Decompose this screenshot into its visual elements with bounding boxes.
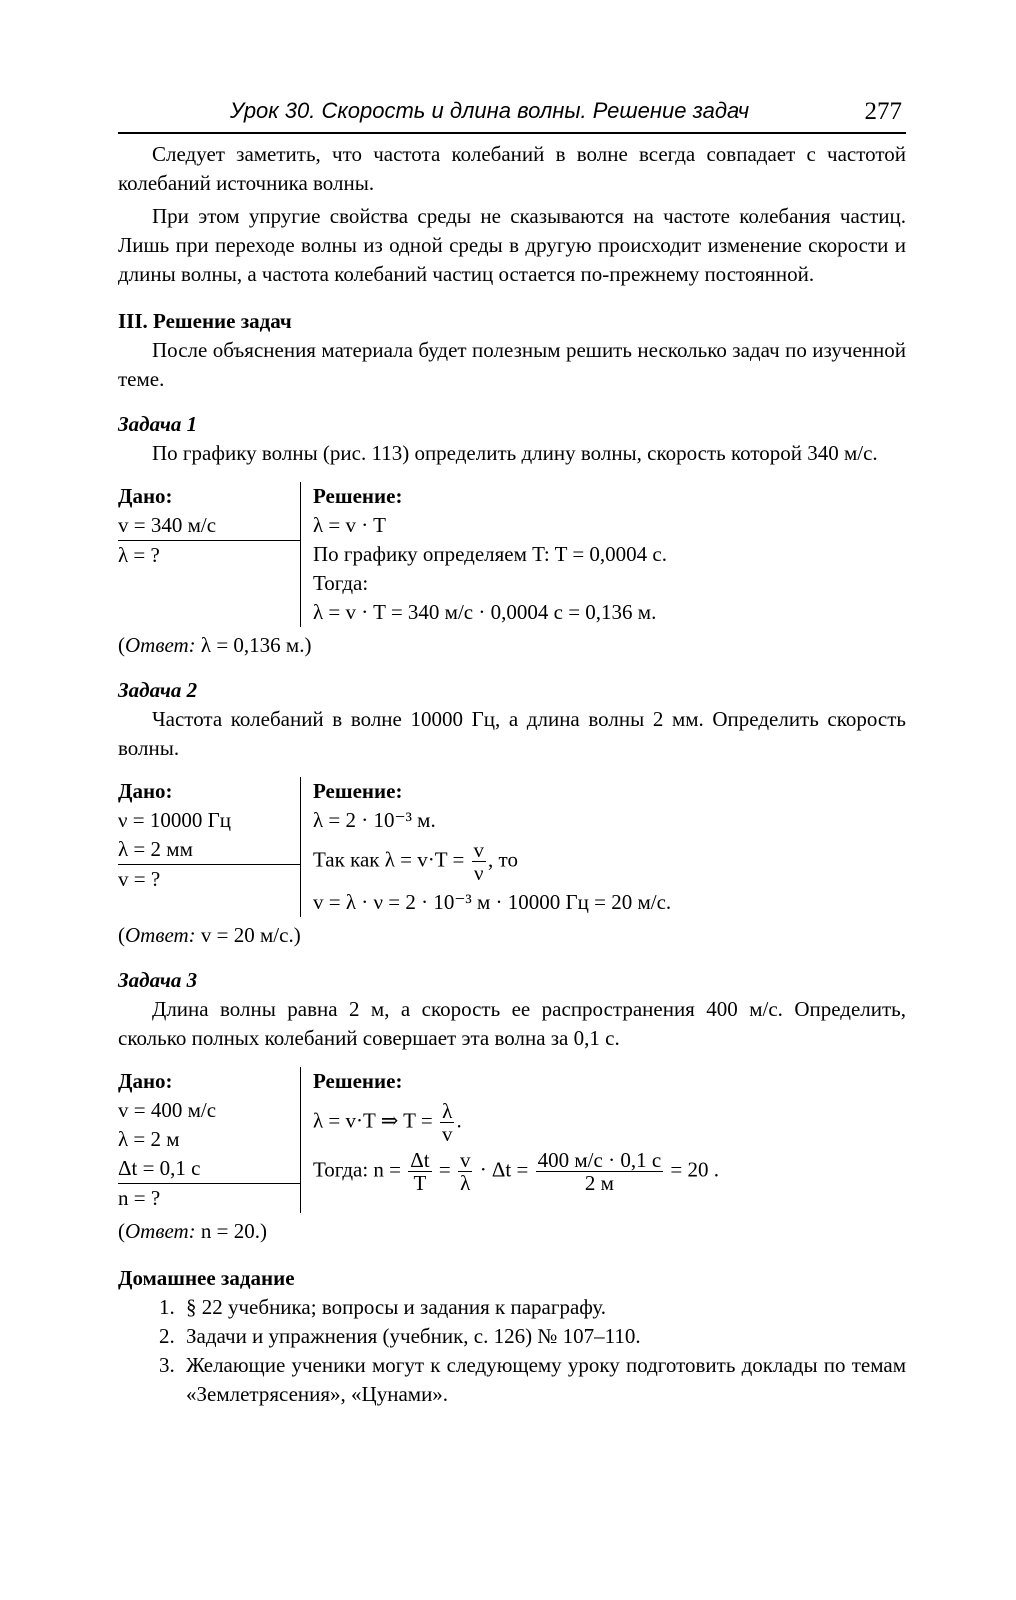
fraction-numerator: v [459,1148,471,1172]
find-value: v = ? [118,867,161,891]
task1-answer: (Ответ: λ = 0,136 м.) [118,633,312,657]
given-value: ν = 10000 Гц [118,808,231,832]
task1-text: По графику волны (рис. 113) определить длину волны, скорость которой 340 м/с. [152,441,878,465]
given-value: λ = 2 мм [118,835,300,865]
fraction-denominator: λ [460,1171,471,1195]
task3-given [118,1067,300,1213]
answer-label: Ответ: [125,633,196,657]
intro-paragraph-2: При этом упругие свойства среды не сказываются на частоте колебания частиц. Лишь при переходе волны из одной среды в другую происходит изменение скорости и длины волны, а частота колебаний частиц остается по-прежнему постоянной. [118,204,906,286]
given-label: Дано: [118,484,173,508]
task3-text: Длина волны равна 2 м, а скорость ее распространения 400 м/с. Определить, сколько полных колебаний совершает эта волна за 0,1 с. [118,997,906,1050]
section-title: III. Решение задач [118,309,292,333]
find-value: n = ? [118,1186,161,1210]
solution-line [313,1100,906,1145]
formula-text: Так как λ = v·T = [313,847,465,872]
find-value: λ = ? [118,543,160,567]
fraction [440,1100,455,1145]
solution-line: λ = 2 · 10⁻³ м. [313,808,436,832]
task1-title: Задача 1 [118,412,198,436]
answer-value: λ = 0,136 м. [200,633,305,657]
fraction [536,1149,664,1194]
given-label: Дано: [118,1069,173,1093]
given-label: Дано: [118,779,173,803]
homework-item: 3. Желающие ученики могут к следующему уроку подготовить доклады по темам «Землетрясения», «Цунами». [180,1351,906,1409]
solution-line: По графику определяем T: T = 0,0004 с. [313,542,667,566]
homework-item: 1. § 22 учебника; вопросы и задания к параграфу. [180,1293,906,1322]
formula-text: , то [488,847,518,872]
given-value: v = 340 м/с [118,511,300,541]
task2-text: Частота колебаний в волне 10000 Гц, а длина волны 2 мм. Определить скорость волны. [118,707,906,760]
section-text: После объяснения материала будет полезным решить несколько задач по изученной теме. [118,338,906,391]
homework-title: Домашнее задание [118,1266,295,1290]
task1-solution [300,482,906,627]
solution-line: Тогда: [313,571,369,595]
fraction-denominator: ν [474,861,484,885]
solution-label: Решение: [313,484,403,508]
fraction-denominator: v [441,1122,453,1146]
task3-answer: (Ответ: n = 20.) [118,1219,267,1243]
fraction-denominator: 2 м [584,1171,614,1195]
homework-list [118,1293,906,1409]
formula-text: = 20 . [670,1157,719,1182]
task3-given-solution [118,1067,906,1213]
solution-line: λ = v · T = 340 м/с · 0,0004 с = 0,136 м. [313,600,657,624]
solution-line [313,839,906,884]
task1-given-solution [118,482,906,627]
formula-text: Тогда: n = [313,1157,401,1182]
answer-label: Ответ: [125,923,196,947]
header-title: Урок 30. Скорость и длина волны. Решение задач [230,98,750,123]
fraction-denominator: T [413,1171,427,1195]
fraction-numerator: 400 м/с · 0,1 с [537,1148,662,1172]
fraction-numerator: λ [440,1100,455,1123]
given-value: Δt = 0,1 с [118,1154,300,1184]
page-number: 277 [864,98,902,125]
task2-answer: (Ответ: v = 20 м/с.) [118,923,301,947]
solution-line: λ = v · T [313,513,386,537]
textbook-page [118,88,906,1409]
answer-label: Ответ: [125,1219,196,1243]
homework-item: 2. Задачи и упражнения (учебник, с. 126) № 107–110. [180,1322,906,1351]
intro-paragraph-1: Следует заметить, что частота колебаний в волне всегда совпадает с частотой колебаний источника волны. [118,142,906,195]
task2-title: Задача 2 [118,678,198,702]
fraction-numerator: v [473,838,485,862]
fraction [408,1149,431,1194]
task3-solution [300,1067,906,1213]
task1-given [118,482,300,627]
solution-label: Решение: [313,1069,403,1093]
fraction-numerator: Δt [410,1148,430,1172]
task3-title: Задача 3 [118,968,198,992]
solution-label: Решение: [313,779,403,803]
given-value: λ = 2 м [118,1127,180,1151]
solution-line [313,1149,906,1194]
answer-value: n = 20. [200,1219,260,1243]
formula-text: = [438,1157,451,1182]
task2-given [118,777,300,917]
given-value: v = 400 м/с [118,1098,217,1122]
formula-text: · Δt = [479,1157,529,1182]
answer-value: v = 20 м/с. [200,923,294,947]
fraction [472,839,487,884]
formula-text: . [456,1108,462,1133]
running-header [118,88,906,134]
formula-text: λ = v·T ⇒ T = [313,1108,433,1133]
task2-given-solution [118,777,906,917]
solution-line: v = λ · ν = 2 · 10⁻³ м · 10000 Гц = 20 м/с. [313,890,672,914]
task2-solution [300,777,906,917]
fraction [458,1149,473,1194]
